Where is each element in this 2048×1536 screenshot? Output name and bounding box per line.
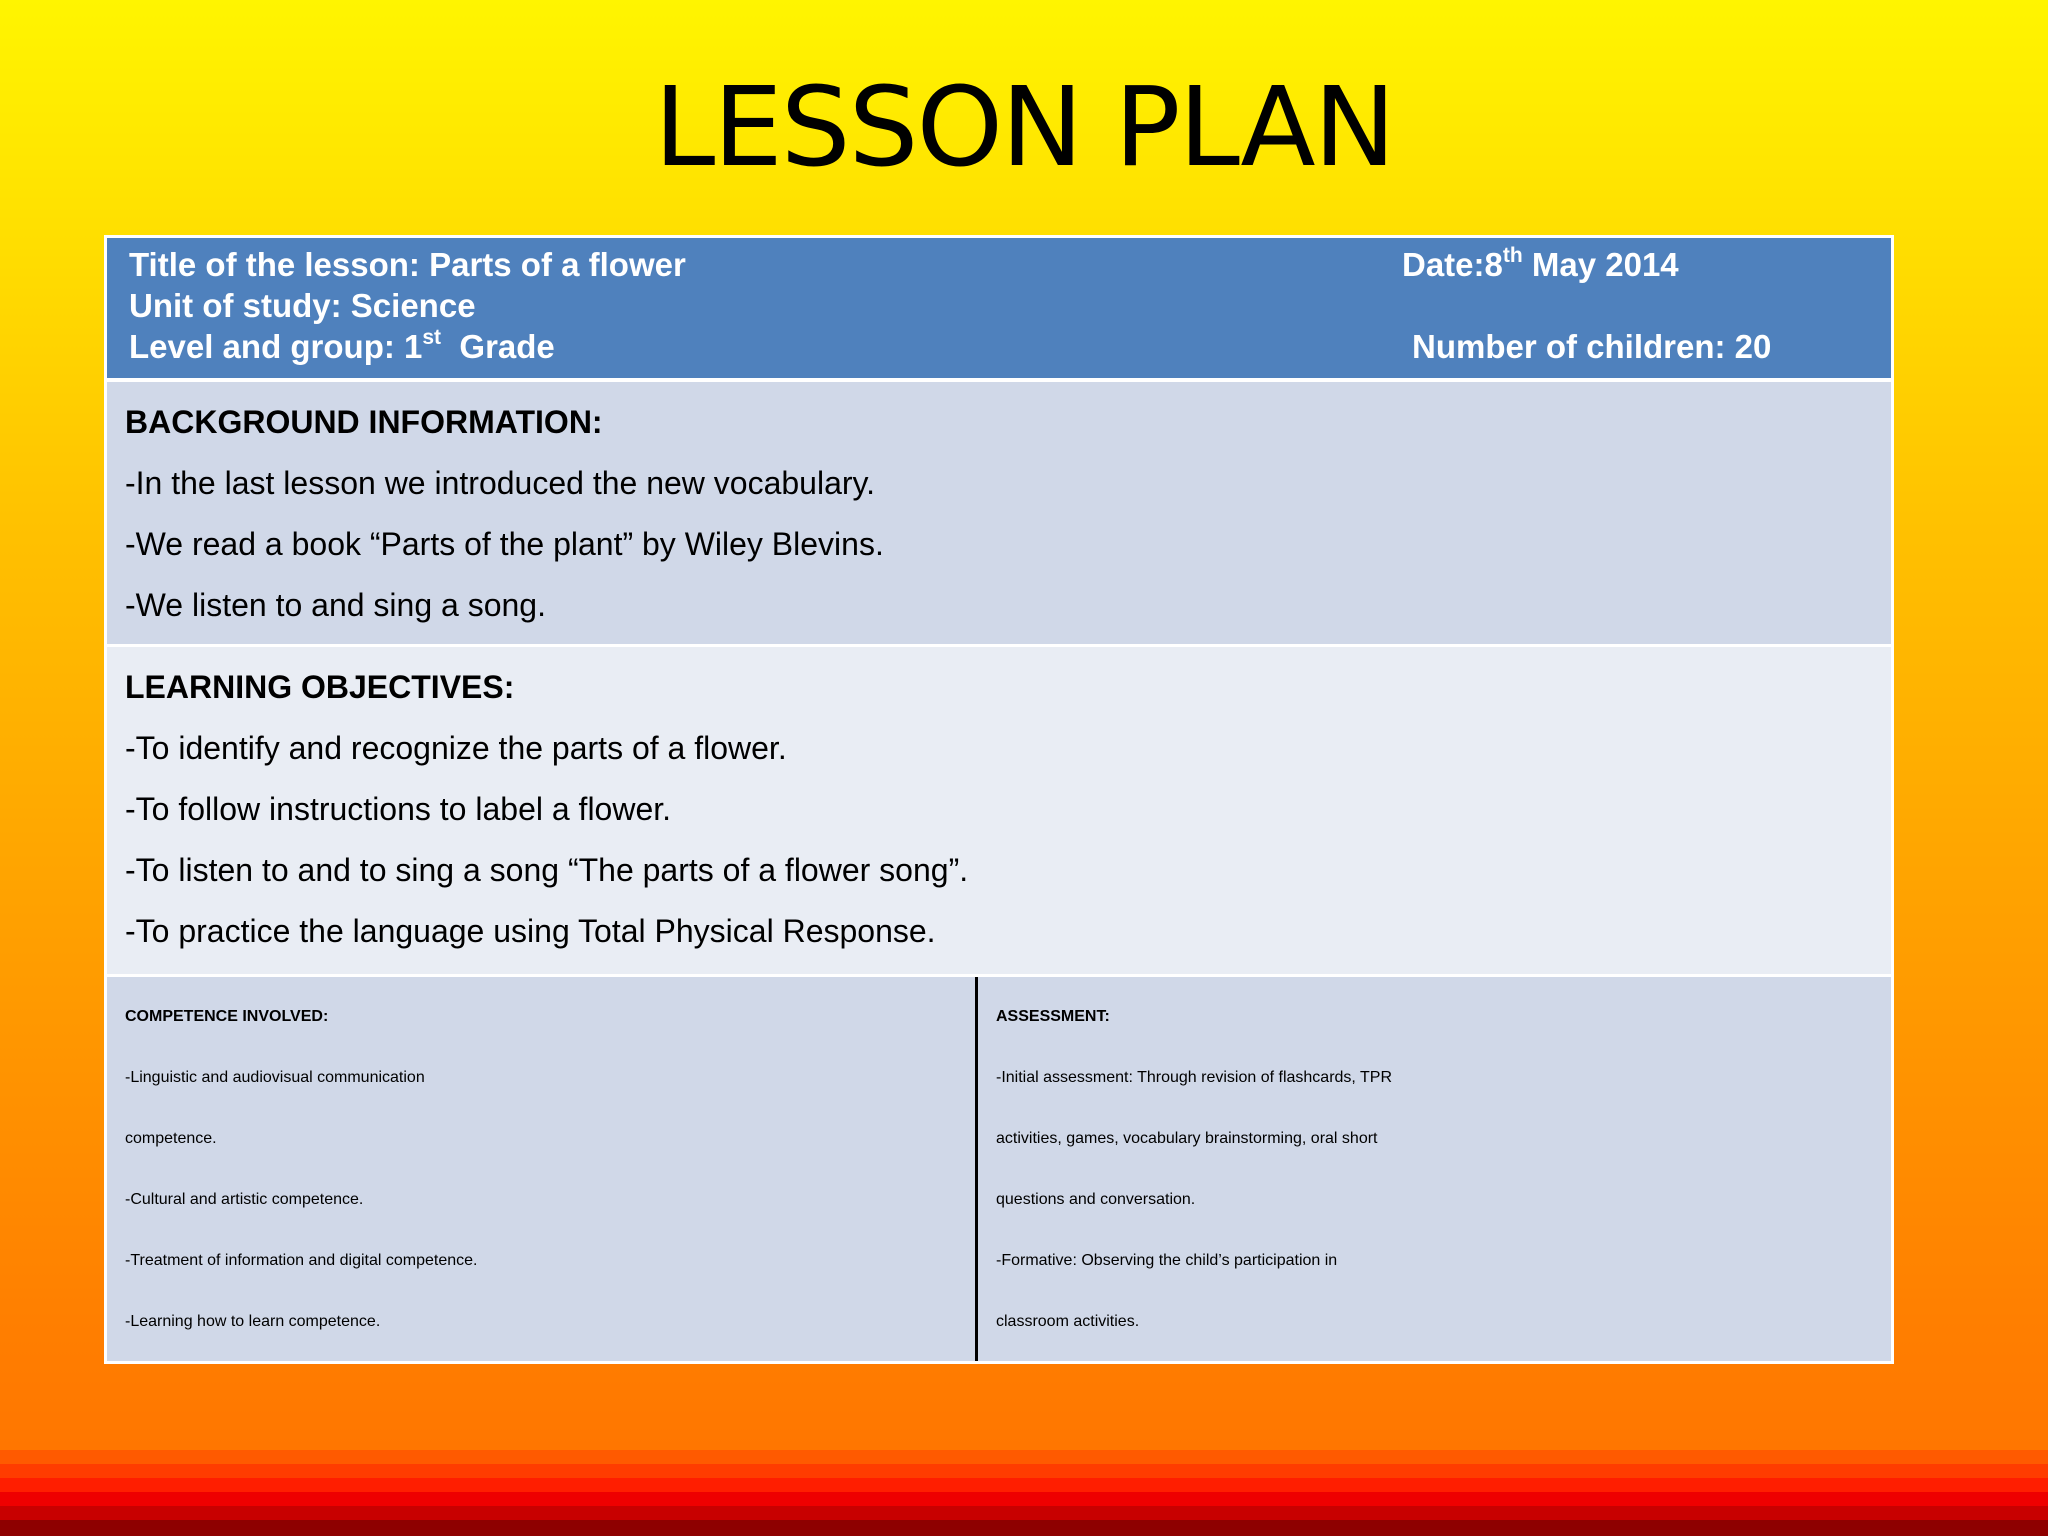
- children-count-line: Number of children: 20: [1412, 328, 1772, 365]
- competence-line: -Cultural and artistic competence.: [125, 1191, 364, 1208]
- competence-line: -Treatment of information and digital competence.: [125, 1252, 478, 1269]
- assessment-line: classroom activities.: [996, 1313, 1140, 1330]
- level-suffix: Grade: [441, 328, 555, 365]
- competence-line: -Learning how to learn competence.: [125, 1313, 381, 1330]
- level-sup: st: [422, 326, 442, 349]
- slide-title: LESSON PLAN: [654, 63, 1394, 191]
- background-item: -We listen to and sing a song.: [125, 587, 546, 623]
- level-prefix: Level and group: 1: [129, 328, 423, 365]
- assessment-line: -Initial assessment: Through revision of flashcards, TPR: [996, 1069, 1393, 1086]
- assessment-line: -Formative: Observing the child’s participation in: [996, 1252, 1338, 1269]
- background-section: [107, 382, 1891, 647]
- date-prefix: Date:8: [1402, 246, 1503, 283]
- assessment-cell: [978, 977, 1891, 1361]
- date-suffix: May 2014: [1522, 246, 1679, 283]
- background-item: -In the last lesson we introduced the new vocabulary.: [125, 465, 876, 501]
- competence-line: -Linguistic and audiovisual communication: [125, 1069, 425, 1086]
- assessment-line: activities, games, vocabulary brainstorming, oral short: [996, 1130, 1378, 1147]
- competence-cell: [107, 977, 978, 1361]
- objective-item: -To identify and recognize the parts of a flower.: [125, 730, 787, 766]
- assessment-line: questions and conversation.: [996, 1191, 1196, 1208]
- unit-line: Unit of study: Science: [129, 287, 476, 324]
- competence-heading: COMPETENCE INVOLVED:: [125, 1008, 329, 1025]
- objective-item: -To listen to and to sing a song “The parts of a flower song”.: [125, 852, 969, 888]
- decorative-bottom-stripes: [0, 1450, 2048, 1536]
- objective-item: -To practice the language using Total Physical Response.: [125, 913, 936, 949]
- objectives-section: [107, 647, 1891, 977]
- objective-item: -To follow instructions to label a flower.: [125, 791, 672, 827]
- lesson-plan-table: [104, 235, 1894, 1364]
- background-item: -We read a book “Parts of the plant” by Wiley Blevins.: [125, 526, 884, 562]
- lesson-title-line: Title of the lesson: Parts of a flower: [129, 246, 686, 283]
- level-line: [129, 328, 555, 366]
- competence-line: competence.: [125, 1130, 217, 1147]
- date-line: [1402, 246, 1679, 284]
- background-heading: BACKGROUND INFORMATION:: [125, 404, 603, 440]
- competence-assessment-row: [107, 977, 1891, 1361]
- table-header: [107, 238, 1891, 382]
- date-sup: th: [1502, 244, 1523, 267]
- assessment-heading: ASSESSMENT:: [996, 1008, 1110, 1025]
- objectives-heading: LEARNING OBJECTIVES:: [125, 669, 515, 705]
